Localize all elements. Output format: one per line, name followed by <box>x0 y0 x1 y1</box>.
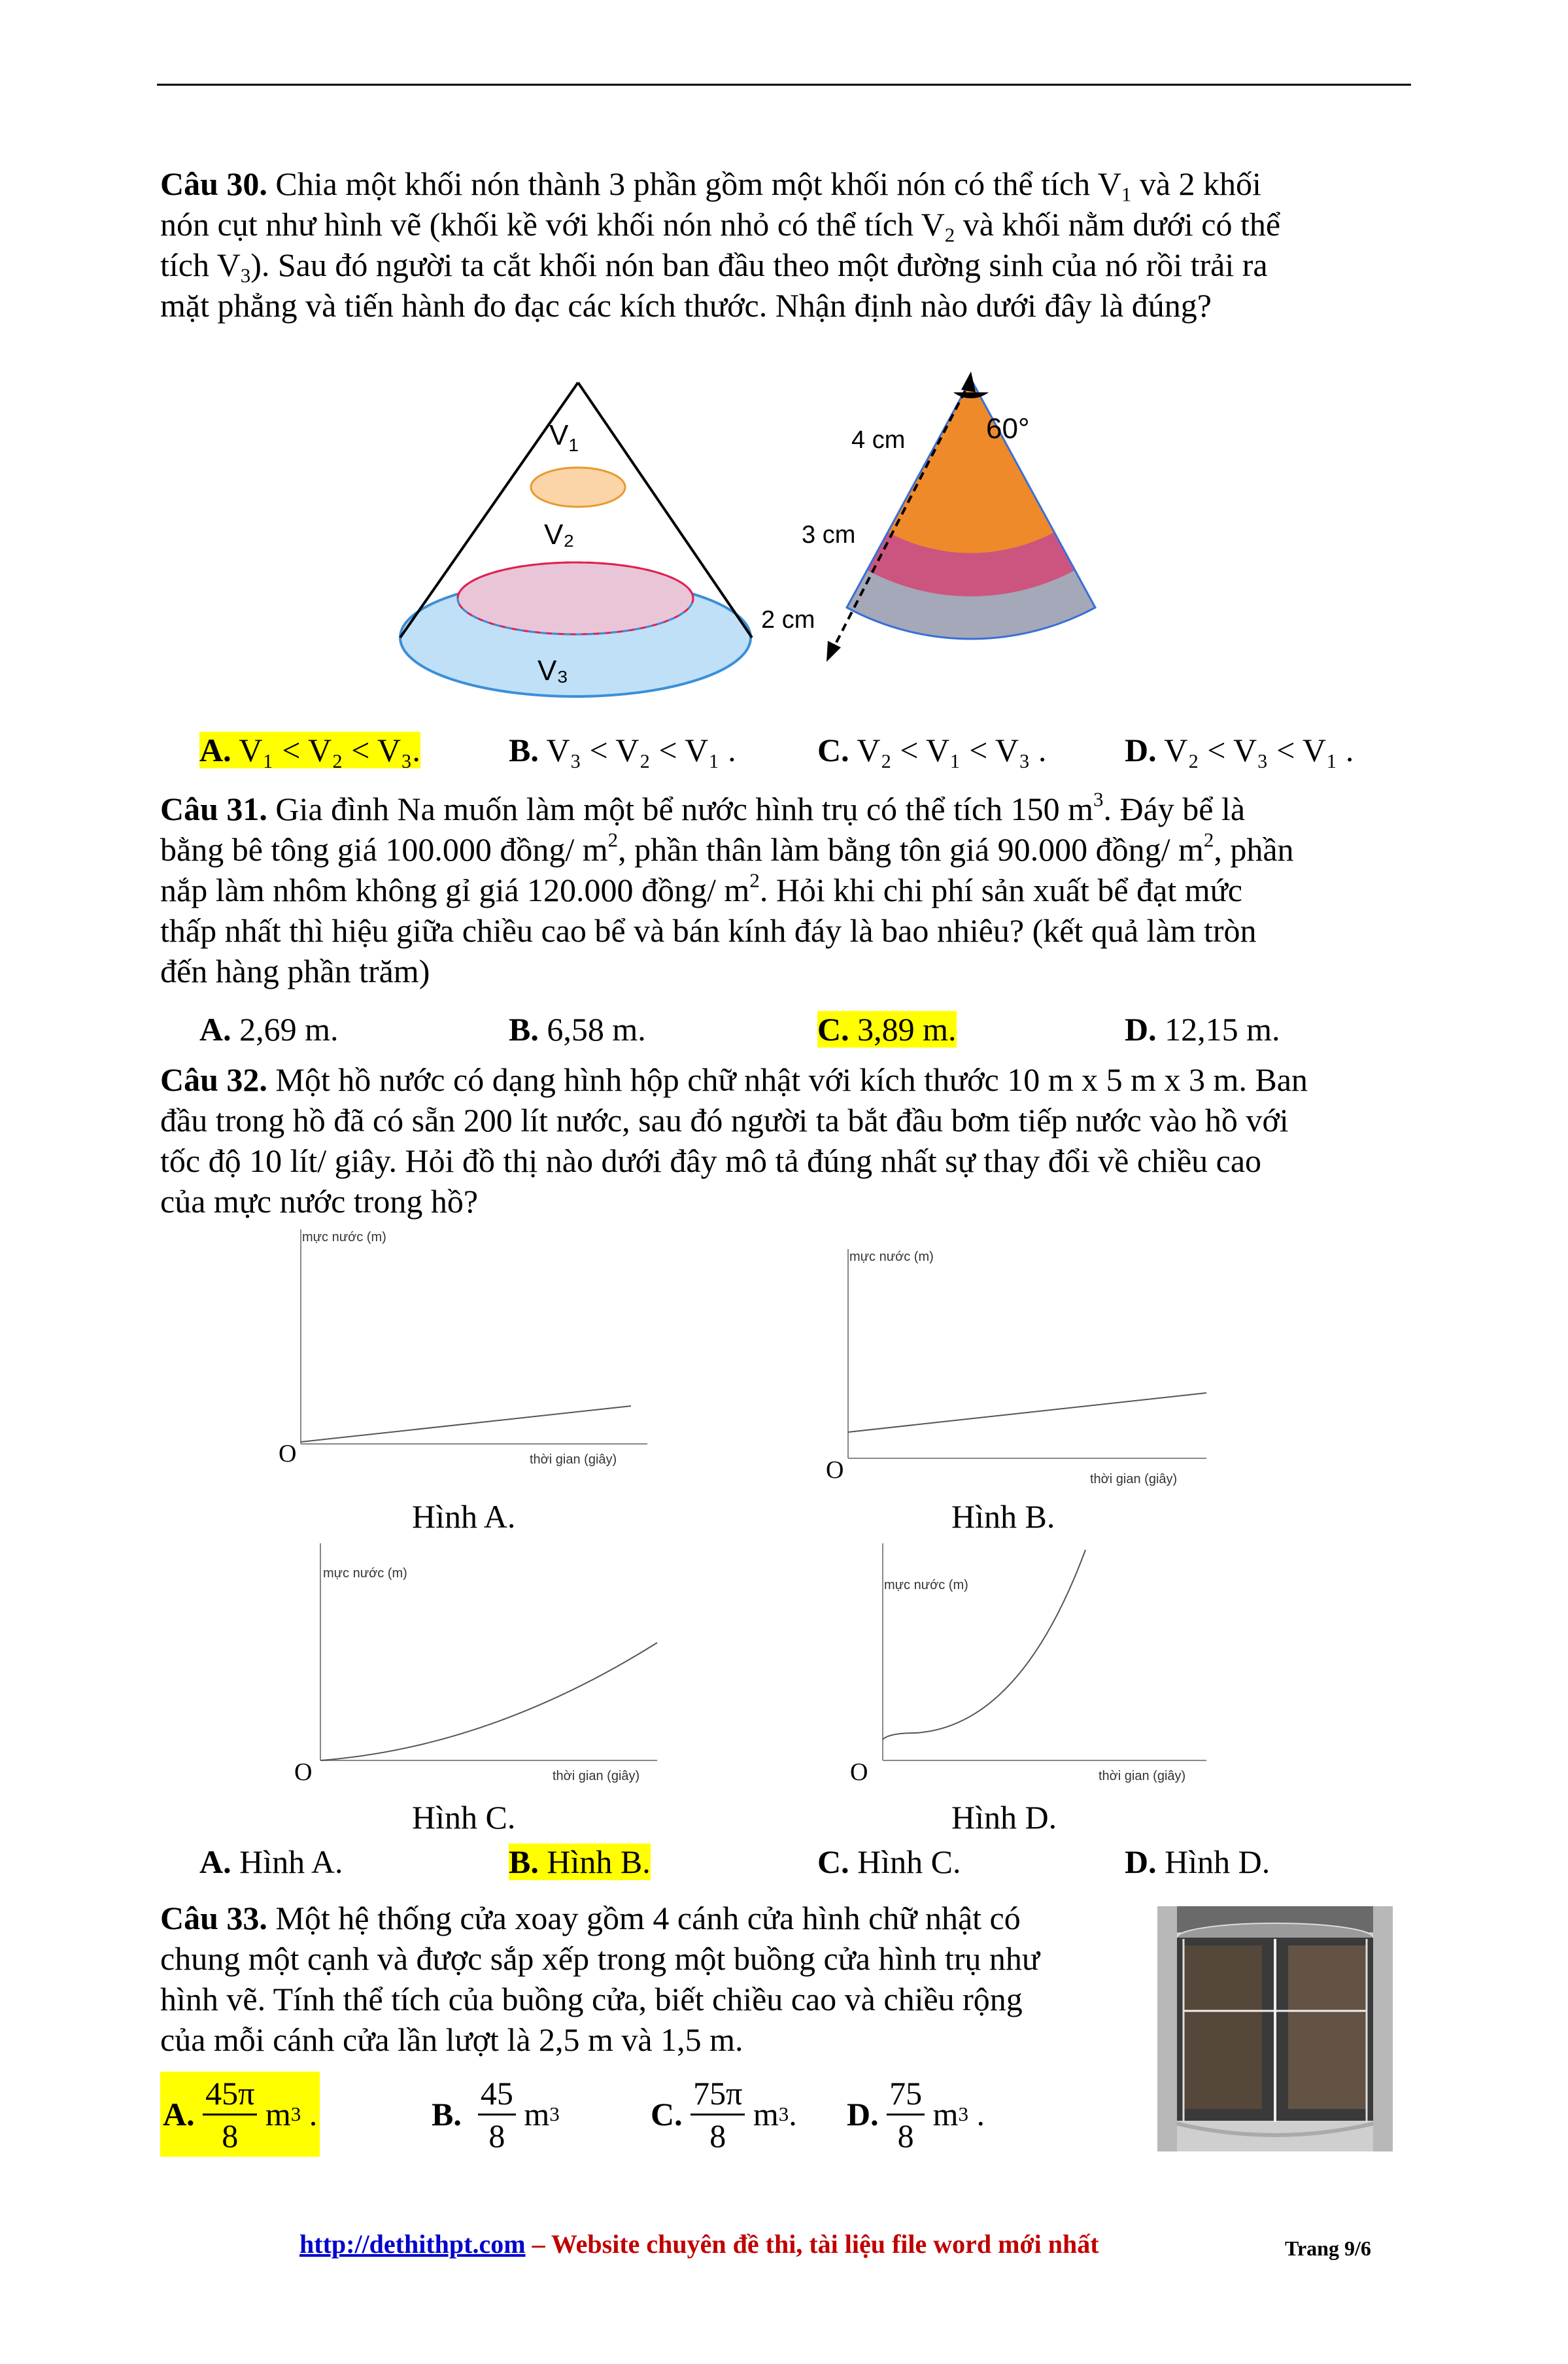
graph-c-caption: Hình C. <box>412 1799 516 1836</box>
svg-text:V₂: V₂ <box>544 519 575 551</box>
q32-option-d[interactable]: D. Hình D. <box>1125 1843 1270 1880</box>
q30-text: Câu 30. Chia một khối nón thành 3 phần gồm một khối nón có thể tích $V_1$ và 2 khối nón cụt như hình vẽ (khối kề với khối nón nhỏ có thể tích $V_2$ và khối nằm dưới có thể tích $V_3$). Sau đó người ta cắt khối nón ban đầu theo một đường sinh của nó rồi trải ra mặt phẳng và tiến hành đo đạc các kích thước. Nhận định nào dưới đây là đúng? <box>160 165 1281 324</box>
svg-text:60°: 60° <box>986 413 1030 445</box>
q32-option-a[interactable]: A. Hình A. <box>199 1843 343 1880</box>
footer-tagline: – Website chuyên đề thi, tài liệu file word mới nhất <box>525 2229 1099 2259</box>
svg-text:mực nước (m): mực nước (m) <box>849 1250 934 1264</box>
q30-label: Câu 30. <box>160 165 267 202</box>
svg-text:mực nước (m): mực nước (m) <box>323 1566 407 1581</box>
q30-option-a[interactable]: A. V₁ < V₂ < V₃. <box>199 732 420 768</box>
footer <box>299 2229 1099 2259</box>
svg-text:3 cm: 3 cm <box>802 521 856 549</box>
graph-b-caption: Hình B. <box>951 1498 1055 1535</box>
q32-option-c[interactable]: C. Hình C. <box>817 1843 961 1880</box>
q31-option-b[interactable]: B. 6,58 m. <box>509 1011 646 1048</box>
cone-v1-disc <box>531 468 625 507</box>
svg-text:thời gian (giây): thời gian (giây) <box>1090 1472 1178 1486</box>
q31-option-a[interactable]: A. 2,69 m. <box>199 1011 339 1048</box>
graph-a-caption: Hình A. <box>412 1498 516 1535</box>
q30-option-b[interactable]: B. V₃ < V₂ < V₁ . <box>509 732 736 768</box>
revolving-door-photo <box>1157 1906 1393 2151</box>
page-number: Trang 9/6 <box>1285 2236 1371 2260</box>
q32-text: Câu 32. Một hồ nước có dạng hình hộp chữ nhật với kích thước 10 m x 5 m x 3 m. Ban đầu trong hồ đã có sẵn 200 lít nước, sau đó người ta bắt đầu bơm tiếp nước vào hồ với tốc độ 10 lít/ giây. Hỏi đồ thị nào dưới đây mô tả đúng nhất sự thay đổi về chiều cao của mực nước trong hồ? <box>160 1061 1308 1220</box>
graph-d-caption: Hình D. <box>951 1799 1057 1836</box>
cone-figure <box>392 373 758 719</box>
footer-link[interactable]: http://dethithpt.com <box>299 2229 526 2259</box>
svg-text:thời gian (giây): thời gian (giây) <box>530 1452 617 1467</box>
q32-option-b[interactable]: B. Hình B. <box>509 1843 651 1880</box>
graph-b <box>814 1242 1219 1491</box>
svg-text:thời gian (giây): thời gian (giây) <box>553 1769 640 1783</box>
svg-text:mực nước (m): mực nước (m) <box>884 1578 968 1592</box>
q31-option-d[interactable]: D. 12,15 m. <box>1125 1011 1280 1048</box>
q33-option-b[interactable]: B. $\frac{45}{8}$ m 3 <box>432 2074 560 2154</box>
q30-option-c[interactable]: C. V₂ < V₁ < V₃ . <box>817 732 1047 768</box>
svg-text:2 cm: 2 cm <box>761 606 815 634</box>
q33-option-d[interactable]: D. $\frac{75}{8}$ m 3 . <box>847 2074 985 2154</box>
q33-text: Câu 33. Một hệ thống cửa xoay gồm 4 cánh cửa hình chữ nhật có chung một cạnh và được sắp xếp trong một buồng cửa hình trụ như hình vẽ. Tính thể tích của buồng cửa, biết chiều cao và chiều rộng của mỗi cánh cửa lần lượt là 2,5 m và 1,5 m. <box>160 1900 1040 2058</box>
svg-text:O: O <box>850 1758 868 1786</box>
graph-a <box>275 1223 654 1471</box>
q33-option-c[interactable]: C. $\frac{75\pi}{8}$ m 3 . <box>651 2074 797 2154</box>
svg-text:V1: $V_1$ <box>549 419 579 455</box>
svg-text:O: O <box>294 1758 313 1786</box>
graph-c <box>294 1537 673 1792</box>
sector-figure <box>745 366 1177 680</box>
header-rule <box>157 84 1411 86</box>
svg-text:O: O <box>826 1456 844 1484</box>
svg-text:4 cm: 4 cm <box>851 426 906 454</box>
svg-text:mực nước (m): mực nước (m) <box>302 1230 386 1244</box>
svg-text:thời gian (giây): thời gian (giây) <box>1099 1769 1186 1783</box>
graph-d <box>850 1537 1216 1792</box>
q33-option-a[interactable]: A. $\frac{45\pi}{8}$ m 3 . <box>160 2072 320 2157</box>
q30-option-d[interactable]: D. V₂ < V₃ < V₁ . <box>1125 732 1354 768</box>
svg-text:O: O <box>279 1440 297 1467</box>
q31-text: Câu 31. Gia đình Na muốn làm một bể nước hình trụ có thể tích 150 $m^3$. Đáy bể là bằng bê tông giá 100.000 đồng/ $m^2$, phần thân làm bằng tôn giá 90.000 đồng/ $m^2$, phần nắp làm nhôm không gỉ giá 120.000 đồng/ $m^2$. Hỏi khi chi phí sản xuất bể đạt mức thấp nhất thì hiệu giữa chiều cao bể và bán kính đáy là bao nhiêu? (kết quả làm tròn đến hàng phần trăm) <box>160 787 1294 989</box>
q31-option-c[interactable]: C. 3,89 m. <box>817 1011 957 1048</box>
svg-text:V₃: V₃ <box>537 655 569 687</box>
